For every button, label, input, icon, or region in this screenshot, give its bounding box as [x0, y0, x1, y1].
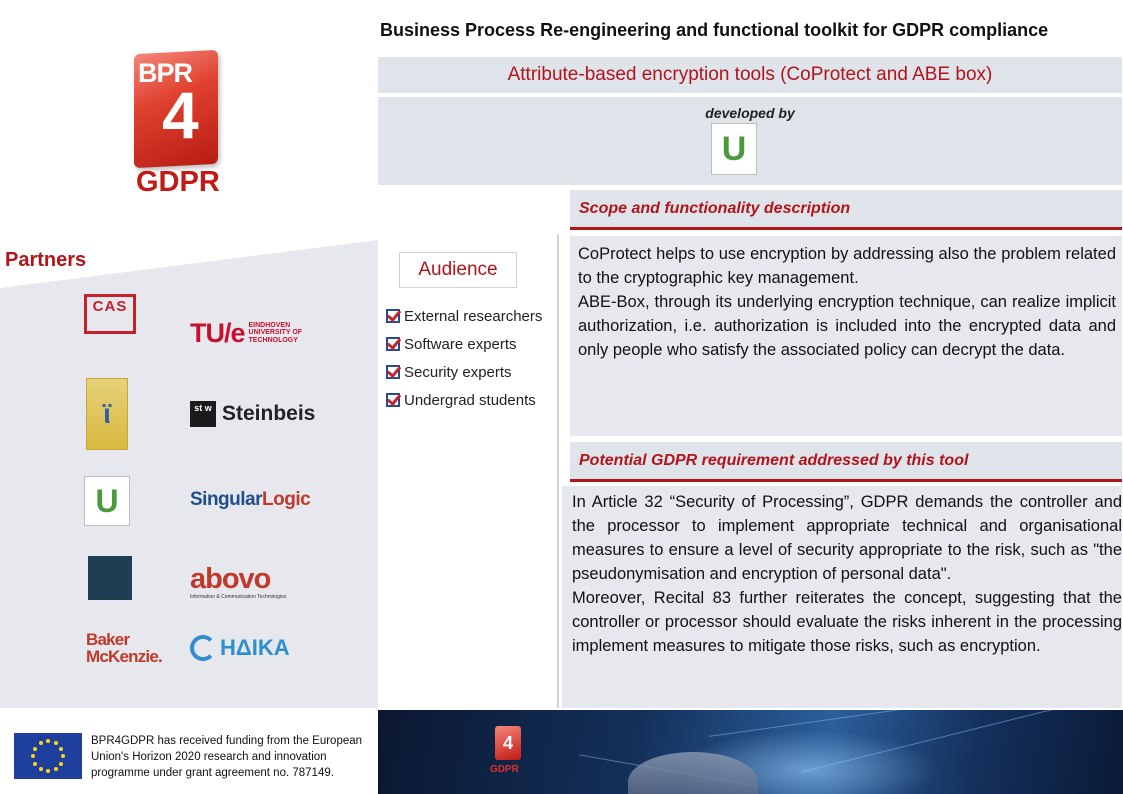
audience-item	[386, 386, 542, 414]
requirement-paragraph: In Article 32 “Security of Processing”, GDPR demands the controller and the processor to implement appropriate technical and organisational measures to ensure a level of security appropriate to the risk, such as "the pseudonymisation and encryption of personal data".	[572, 493, 1122, 583]
logo-bpr-text: BPR	[138, 58, 193, 88]
partner-logo-innovazioni	[88, 556, 132, 600]
eu-star-icon	[59, 762, 63, 766]
partner-logo-cas	[84, 294, 136, 334]
partner-logo-tor-vergata	[84, 476, 130, 526]
column-divider	[557, 234, 559, 708]
eu-star-icon	[39, 741, 43, 745]
requirement-section-title: Potential GDPR requirement addressed by this tool	[579, 451, 969, 469]
page-title: Business Process Re-engineering and functional toolkit for GDPR compliance	[380, 20, 1049, 40]
developer-logo-tor-vergata	[711, 123, 757, 175]
scope-paragraph: ABE-Box, through its underlying encryption technique, can realize implicit authorization, i.e. authorization is included into the encrypted data and only people who satisfy the associated policy can decrypt the data.	[578, 293, 1116, 359]
idika-logo-text: ΗΔΙΚΑ	[220, 635, 290, 660]
eu-star-icon	[46, 769, 50, 773]
scope-section-title: Scope and functionality description	[579, 199, 851, 217]
check-icon	[386, 337, 400, 351]
scope-section-body	[570, 236, 1122, 436]
tool-title-bar	[378, 57, 1122, 93]
partner-logo-baker-mckenzie	[86, 630, 178, 666]
eu-star-icon	[39, 767, 43, 771]
baker-logo-line2: McKenzie.	[86, 647, 162, 666]
tor-vergata-emblem-icon: U	[721, 129, 747, 168]
tool-title: Attribute-based encryption tools (CoProtect and ABE box)	[507, 64, 993, 85]
crete-emblem-icon: ϊ	[103, 398, 111, 429]
partner-logo-abovo	[190, 560, 290, 604]
requirement-section-header	[570, 442, 1122, 482]
partners-title: Partners	[5, 249, 87, 271]
audience-item-label: Undergrad students	[404, 391, 536, 409]
bpr4gdpr-logo	[134, 52, 228, 198]
check-icon	[386, 365, 400, 379]
idika-swirl-icon	[190, 635, 216, 661]
eu-star-icon	[31, 754, 35, 758]
logic-logo-text: Logic	[262, 489, 311, 510]
tor-vergata-emblem-icon: U	[95, 483, 119, 519]
banner-logo-label: GDPR	[490, 764, 519, 775]
audience-title: Audience	[418, 259, 498, 280]
eu-star-icon	[46, 739, 50, 743]
cas-logo-text: CAS	[92, 298, 128, 315]
developed-by-panel	[378, 97, 1122, 185]
audience-item	[386, 330, 542, 358]
requirement-section-body	[562, 486, 1122, 708]
logo-gdpr-text: GDPR	[136, 166, 220, 198]
partner-logo-steinbeis	[190, 400, 330, 428]
audience-item	[386, 302, 542, 330]
abovo-logo-subtext: Information & Communication Technologies	[190, 593, 287, 600]
eu-star-icon	[33, 747, 37, 751]
eu-star-icon	[61, 754, 65, 758]
check-icon	[386, 309, 400, 323]
logo-number: 4	[162, 78, 199, 152]
developed-by-label: developed by	[705, 105, 795, 121]
singular-logo-text: Singular	[190, 489, 263, 510]
check-icon	[386, 393, 400, 407]
audience-item-label: Security experts	[404, 363, 512, 381]
abovo-logo-text: abovo	[190, 562, 271, 595]
banner-logo-tile: 4	[495, 726, 521, 760]
partner-logo-crete	[86, 378, 128, 450]
footer-banner	[378, 710, 1123, 794]
partners-panel-background	[0, 240, 378, 708]
audience-list	[386, 302, 542, 414]
tue-logo-subtext: EINDHOVEN UNIVERSITY OF TECHNOLOGY	[248, 321, 303, 344]
scope-section-header	[570, 190, 1122, 230]
eu-star-icon	[33, 762, 37, 766]
eu-star-icon	[54, 741, 58, 745]
partner-logo-singular-logic	[190, 486, 330, 514]
audience-title-box	[399, 252, 517, 288]
baker-logo-line1: Baker	[86, 630, 130, 649]
tue-logo-text: TU/e	[190, 317, 245, 348]
eu-star-icon	[54, 767, 58, 771]
eu-flag-icon	[14, 733, 82, 779]
steinbeis-logo-text: Steinbeis	[222, 402, 316, 425]
funding-statement: BPR4GDPR has received funding from the European Union's Horizon 2020 research and innovation programme under grant agreement no. 787149.	[91, 735, 363, 779]
partner-logo-idika	[190, 630, 294, 666]
requirement-paragraph: Moreover, Recital 83 further reiterates the concept, suggesting that the controller or processor should evaluate the risks inherent in the processing implement measures to mitigate those risks, such as encryption.	[572, 589, 1122, 655]
eu-star-icon	[59, 747, 63, 751]
audience-item-label: Software experts	[404, 335, 517, 353]
scope-paragraph: CoProtect helps to use encryption by addressing also the problem related to the cryptographic key management.	[578, 245, 1116, 287]
steinbeis-mark: st w	[190, 401, 216, 427]
audience-item	[386, 358, 542, 386]
audience-item-label: External researchers	[404, 307, 543, 325]
partner-logo-tue	[190, 318, 330, 348]
